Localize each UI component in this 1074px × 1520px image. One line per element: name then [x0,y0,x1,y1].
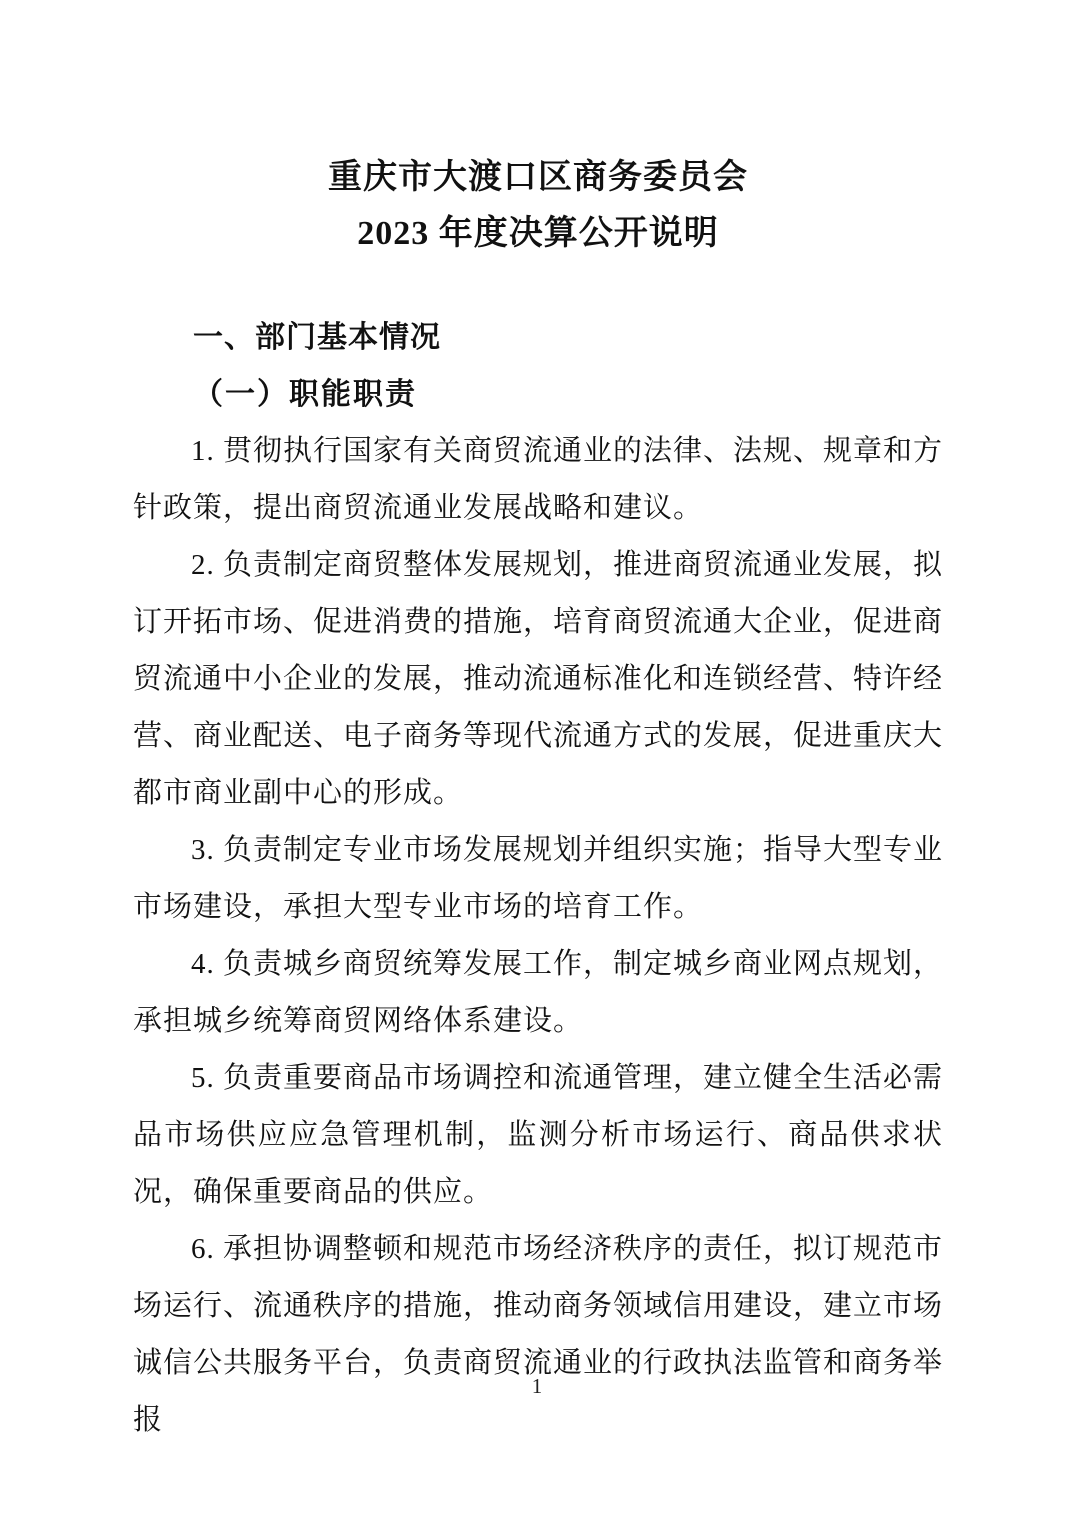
subsection-heading: （一）职能职责 [193,378,417,411]
paragraph-6: 6. 承担协调整顿和规范市场经济秩序的责任，拟订规范市场运行、流通秩序的措施，推动商务领域信用建设，建立市场诚信公共服务平台，负责商贸流通业的行政执法监管和商务举报 [133,1233,944,1436]
paragraph-4: 4. 负责城乡商贸统筹发展工作，制定城乡商业网点规划，承担城乡统筹商贸网络体系建设。 [133,948,944,1037]
paragraph-1: 1. 贯彻执行国家有关商贸流通业的法律、法规、规章和方针政策，提出商贸流通业发展战略和建议。 [133,435,944,524]
section-heading: 一、部门基本情况 [193,321,441,354]
document-title-line2: 2023 年度决算公开说明 [357,215,719,252]
paragraph-2: 2. 负责制定商贸整体发展规划，推进商贸流通业发展，拟订开拓市场、促进消费的措施，培育商贸流通大企业，促进商贸流通中小企业的发展，推动流通标准化和连锁经营、特许经营、商业配送、电子商务等现代流通方式的发展，促进重庆大都市商业副中心的形成。 [133,549,944,809]
paragraph-3: 3. 负责制定专业市场发展规划并组织实施；指导大型专业市场建设，承担大型专业市场的培育工作。 [133,834,944,923]
page-number: 1 [531,1374,543,1398]
paragraph-5: 5. 负责重要商品市场调控和流通管理，建立健全生活必需品市场供应应急管理机制，监测分析市场运行、商品供求状况，确保重要商品的供应。 [133,1062,944,1208]
document-title-line1: 重庆市大渡口区商务委员会 [328,159,748,196]
